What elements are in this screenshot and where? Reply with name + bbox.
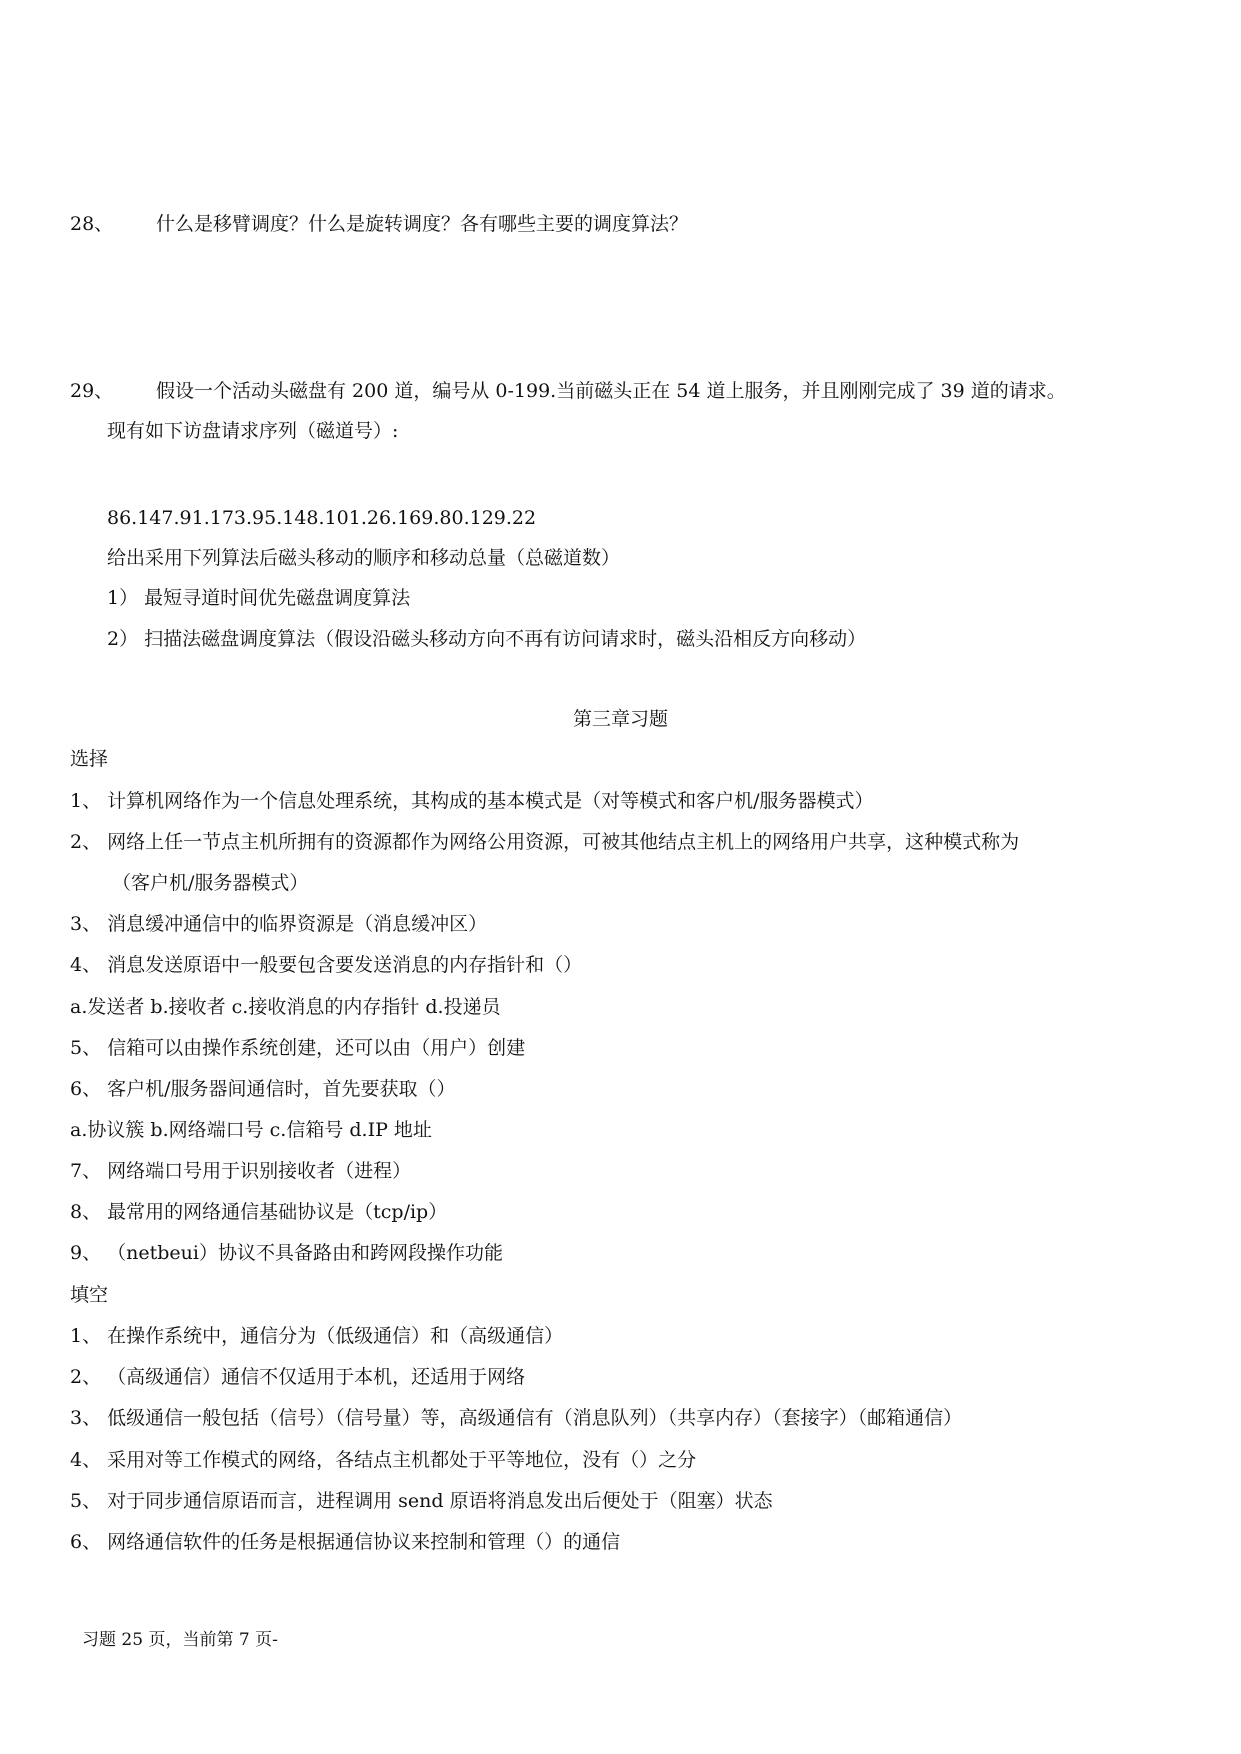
question-text: 假设一个活动头磁盘有 200 道，编号从 0-199.当前磁头正在 54 道上服务，并且刚刚完成了 39 道的请求。 [156, 380, 1066, 402]
question-text: 什么是移臂调度？什么是旋转调度？各有哪些主要的调度算法？ [156, 213, 689, 235]
choice-item: 9、 （netbeui）协议不具备路由和跨网段操作功能 [70, 1242, 503, 1264]
fill-item: 1、 在操作系统中，通信分为（低级通信）和（高级通信） [70, 1325, 564, 1347]
choice-options: a.发送者 b.接收者 c.接收消息的内存指针 d.投递员 [70, 996, 501, 1018]
choice-options: a.协议簇 b.网络端口号 c.信箱号 d.IP 地址 [70, 1119, 432, 1141]
question-number: 29、 [70, 380, 114, 402]
algorithm-option-2: 2） 扫描法磁盘调度算法（假设沿磁头移动方向不再有访问请求时，磁头沿相反方向移动） [107, 628, 867, 650]
fill-item: 2、 （高级通信）通信不仅适用于本机，还适用于网络 [70, 1366, 526, 1388]
question-29 [70, 378, 1066, 404]
choice-item: 3、 消息缓冲通信中的临界资源是（消息缓冲区） [70, 913, 488, 935]
question-29-line2: 现有如下访盘请求序列（磁道号）: [107, 420, 399, 442]
fill-item: 4、 采用对等工作模式的网络，各结点主机都处于平等地位，没有（）之分 [70, 1449, 697, 1471]
choice-item: 5、 信箱可以由操作系统创建，还可以由（用户）创建 [70, 1037, 526, 1059]
question-28 [70, 211, 688, 237]
request-sequence: 86.147.91.173.95.148.101.26.169.80.129.22 [107, 507, 537, 529]
choice-item: 8、 最常用的网络通信基础协议是（tcp/ip） [70, 1201, 448, 1223]
choice-item: 4、 消息发送原语中一般要包含要发送消息的内存指针和（） [70, 954, 583, 976]
question-number: 28、 [70, 213, 114, 235]
choice-item: 7、 网络端口号用于识别接收者（进程） [70, 1160, 412, 1182]
question-29-instruction: 给出采用下列算法后磁头移动的顺序和移动总量（总磁道数） [107, 547, 621, 569]
page-footer: 习题 25 页，当前第 7 页- [82, 1630, 278, 1650]
fill-heading: 填空 [70, 1284, 109, 1306]
choice-item: 2、 网络上任一节点主机所拥有的资源都作为网络公用资源，可被其他结点主机上的网络用户共享，这种模式称为 [70, 831, 1020, 853]
fill-item: 5、 对于同步通信原语而言，进程调用 send 原语将消息发出后便处于（阻塞）状态 [70, 1490, 773, 1512]
fill-item: 3、 低级通信一般包括（信号）（信号量）等，高级通信有（消息队列）（共享内存）（套接字）（邮箱通信） [70, 1407, 963, 1429]
fill-item: 6、 网络通信软件的任务是根据通信协议来控制和管理（）的通信 [70, 1531, 621, 1553]
choice-item-continued: （客户机/服务器模式） [112, 872, 309, 894]
choice-heading: 选择 [70, 748, 109, 770]
choice-item: 6、 客户机/服务器间通信时，首先要获取（） [70, 1078, 456, 1100]
chapter-title: 第三章习题 [572, 708, 668, 730]
choice-item: 1、 计算机网络作为一个信息处理系统，其构成的基本模式是（对等模式和客户机/服务器模式） [70, 790, 874, 812]
algorithm-option-1: 1） 最短寻道时间优先磁盘调度算法 [107, 587, 411, 609]
